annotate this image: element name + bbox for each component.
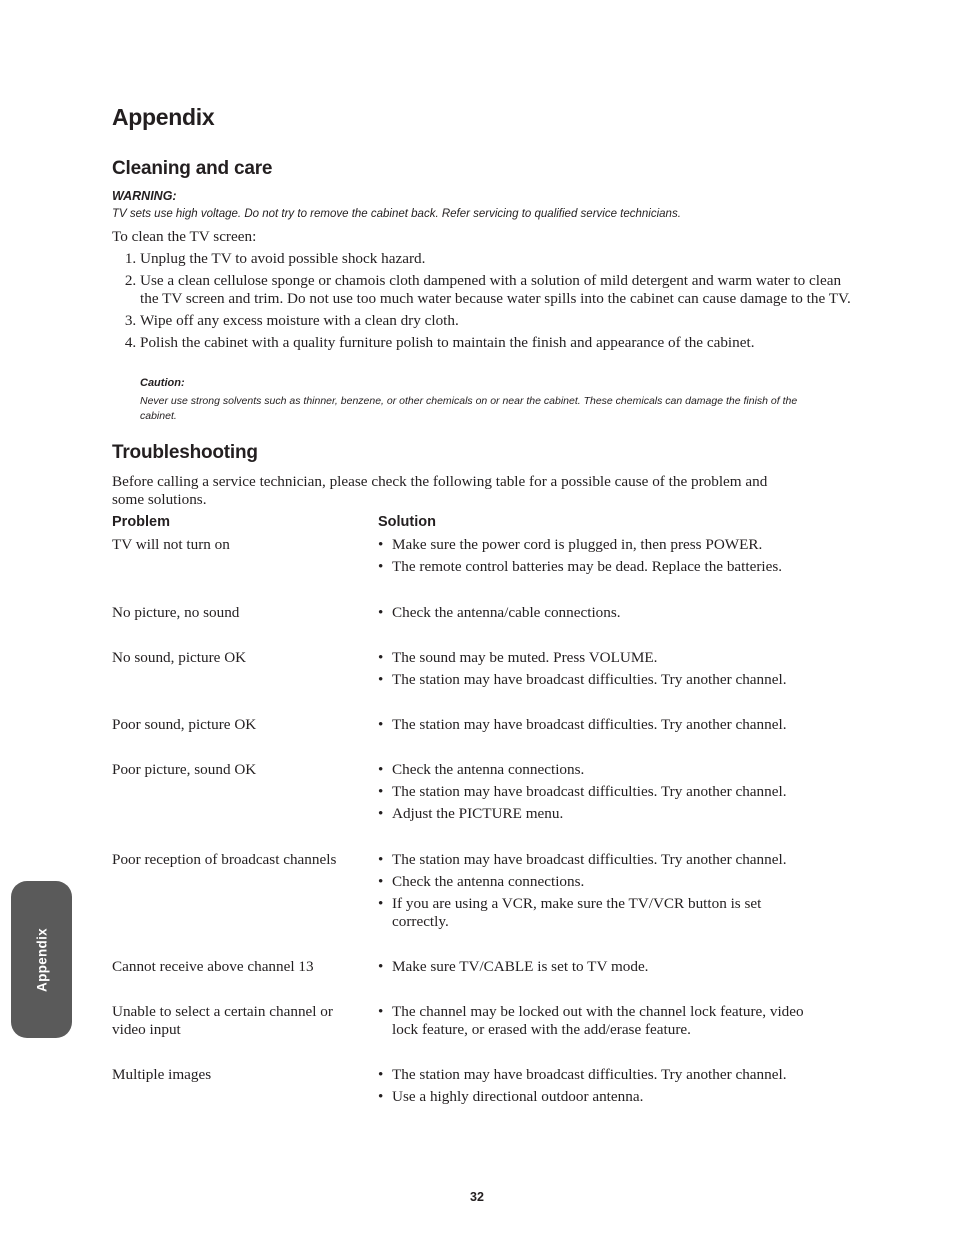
problem-cell: Poor picture, sound OK xyxy=(112,761,257,778)
caution-label: Caution: xyxy=(140,377,185,389)
solution-list xyxy=(378,604,828,626)
bullet: • xyxy=(378,895,384,912)
solution-text: Check the antenna connections. xyxy=(392,761,585,778)
solution-text: Adjust the PICTURE menu. xyxy=(392,805,564,822)
cleaning-intro: To clean the TV screen: xyxy=(112,228,257,245)
page-title: Appendix xyxy=(112,104,215,130)
troubleshooting-heading: Troubleshooting xyxy=(112,442,258,463)
solution-text: The channel may be locked out with the channel lock feature, video lock feature, or erased with the add/erase feature. xyxy=(392,1003,804,1038)
cleaning-step: 2. Use a clean cellulose sponge or chamois cloth dampened with a solution of mild detergent and warm water to clean the TV screen and trim. Do not use too much water because water spills into the cabinet can cause damage to the TV. xyxy=(140,272,852,308)
problem-cell: Multiple images xyxy=(112,1066,212,1083)
cleaning-step: 4. Polish the cabinet with a quality furniture polish to maintain the finish and appearance of the cabinet. xyxy=(140,334,852,352)
side-tab-label: Appendix xyxy=(34,927,49,992)
solution-text: The sound may be muted. Press VOLUME. xyxy=(392,649,658,666)
solution-text: The station may have broadcast difficulties. Try another channel. xyxy=(392,671,787,688)
solution-item xyxy=(378,873,828,891)
cleaning-step: 1. Unplug the TV to avoid possible shock hazard. xyxy=(140,250,852,268)
solution-item xyxy=(378,1003,828,1039)
solution-item xyxy=(378,671,828,689)
bullet: • xyxy=(378,536,384,553)
cleaning-heading: Cleaning and care xyxy=(112,158,273,179)
solution-item xyxy=(378,604,828,622)
column-header-problem: Problem xyxy=(112,514,171,530)
solution-item xyxy=(378,649,828,667)
bullet: • xyxy=(378,873,384,890)
solution-item xyxy=(378,1088,828,1106)
solution-item xyxy=(378,958,828,976)
solution-item xyxy=(378,716,828,734)
solution-list xyxy=(378,1066,828,1110)
cleaning-step: 3. Wipe off any excess moisture with a clean dry cloth. xyxy=(140,312,852,330)
solution-item xyxy=(378,1066,828,1084)
bullet: • xyxy=(378,851,384,868)
solution-text: The station may have broadcast difficulties. Try another channel. xyxy=(392,716,787,733)
solution-item xyxy=(378,783,828,801)
solution-text: Check the antenna/cable connections. xyxy=(392,604,621,621)
bullet: • xyxy=(378,649,384,666)
solution-text: Use a highly directional outdoor antenna. xyxy=(392,1088,644,1105)
solution-text: The station may have broadcast difficulties. Try another channel. xyxy=(392,851,787,868)
bullet: • xyxy=(378,671,384,688)
troubleshooting-intro: Before calling a service technician, please check the following table for a possible cause of the problem and some solutions. xyxy=(112,473,768,508)
section-side-tab xyxy=(11,881,72,1038)
solution-list xyxy=(378,958,828,980)
problem-cell: Cannot receive above channel 13 xyxy=(112,958,314,975)
solution-list xyxy=(378,536,828,580)
page-number: 32 xyxy=(470,1190,484,1204)
bullet: • xyxy=(378,1066,384,1083)
solution-item xyxy=(378,805,828,823)
column-header-solution: Solution xyxy=(378,514,436,530)
solution-list xyxy=(378,716,828,738)
solution-text: The remote control batteries may be dead. Replace the batteries. xyxy=(392,558,783,575)
problem-cell: Poor sound, picture OK xyxy=(112,716,257,733)
solution-text: Check the antenna connections. xyxy=(392,873,585,890)
solution-item xyxy=(378,851,828,869)
bullet: • xyxy=(378,1003,384,1020)
solution-text: The station may have broadcast difficulties. Try another channel. xyxy=(392,783,787,800)
cleaning-steps xyxy=(112,250,852,356)
warning-label: WARNING: xyxy=(112,189,177,203)
problem-cell: No sound, picture OK xyxy=(112,649,247,666)
problem-cell: Unable to select a certain channel or video input xyxy=(112,1003,333,1038)
bullet: • xyxy=(378,783,384,800)
solution-list xyxy=(378,851,828,935)
bullet: • xyxy=(378,958,384,975)
solution-list xyxy=(378,649,828,693)
bullet: • xyxy=(378,604,384,621)
problem-cell: No picture, no sound xyxy=(112,604,240,621)
solution-text: Make sure TV/CABLE is set to TV mode. xyxy=(392,958,649,975)
bullet: • xyxy=(378,761,384,778)
caution-text: Never use strong solvents such as thinner, benzene, or other chemicals on or near the cabinet. These chemicals can damage the finish of the cabinet. xyxy=(140,395,798,422)
problem-cell: TV will not turn on xyxy=(112,536,230,553)
solution-item xyxy=(378,558,828,576)
solution-text: If you are using a VCR, make sure the TV/VCR button is set correctly. xyxy=(392,895,762,930)
solution-list xyxy=(378,1003,828,1043)
solution-text: Make sure the power cord is plugged in, then press POWER. xyxy=(392,536,763,553)
solution-list xyxy=(378,761,828,827)
bullet: • xyxy=(378,1088,384,1105)
warning-text: TV sets use high voltage. Do not try to remove the cabinet back. Refer servicing to qualified service technicians. xyxy=(112,208,681,220)
solution-item xyxy=(378,761,828,779)
bullet: • xyxy=(378,716,384,733)
solution-text: The station may have broadcast difficulties. Try another channel. xyxy=(392,1066,787,1083)
solution-item xyxy=(378,536,828,554)
bullet: • xyxy=(378,805,384,822)
problem-cell: Poor reception of broadcast channels xyxy=(112,851,337,868)
bullet: • xyxy=(378,558,384,575)
solution-item xyxy=(378,895,792,931)
